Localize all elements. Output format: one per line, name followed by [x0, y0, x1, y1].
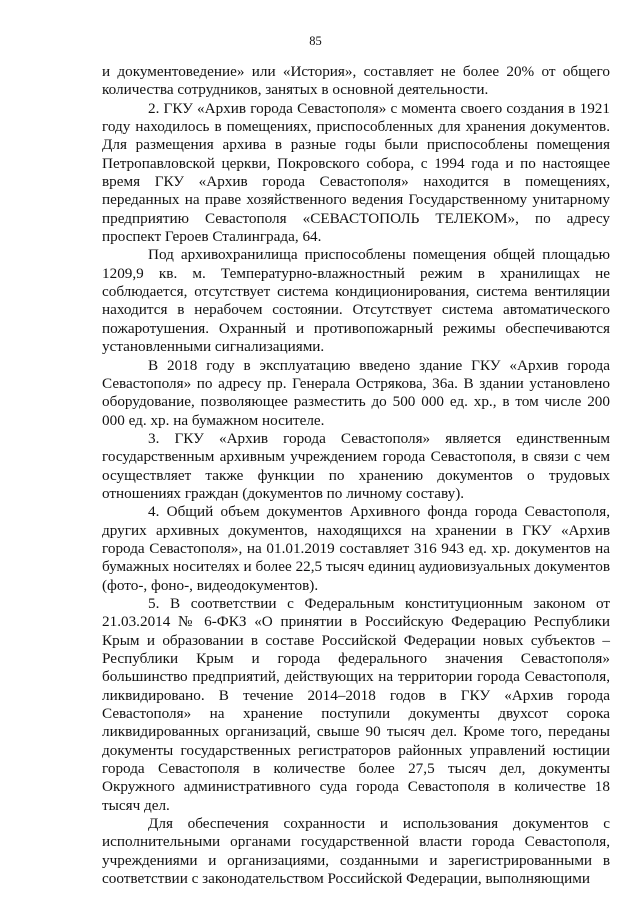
paragraph-new-building-2018: В 2018 году в эксплуатацию введено здание ГКУ «Архив города Севастополя» по адресу пр. Генерала Острякова, 36а. В здании установлено оборудование, позволяющее разместить до 500 000 ед. хр., в том числе 200 000 ед. хр. на бумажном носителе.: [102, 356, 610, 429]
page-number: 85: [309, 34, 322, 48]
paragraph-preservation-and-use: Для обеспечения сохранности и использования документов с исполнительными органами государственной власти города Севастополя, учреждениями и организациями, созданными и зарегистрированными в соответствии с законодательством Российской Федерации, выполняющими: [102, 815, 610, 888]
document-body: [102, 63, 610, 888]
paragraph-continuation: и документоведение» или «История», составляет не более 20% от общего количества сотрудников, занятых в основной деятельности.: [102, 63, 610, 99]
paragraph-item-5-federal-law: 5. В соответствии с Федеральным конституционным законом от 21.03.2014 № 6-ФКЗ «О принятии в Российскую Федерацию Республики Крым и образовании в составе Российской Федерации новых субъектов – Республики Крым и города федерального значения Севастополя» большинство предприятий, действующих на территории города Севастополя, ликвидировано. В течение 2014–2018 годов в ГКУ «Архив города Севастополя» на хранение поступили документы двухсот сорока ликвидированных организаций, свыше 90 тысяч дел. Кроме того, переданы документы государственных регистраторов районных управлений юстиции города Севастополя в количестве более 27,5 тысяч дел, документы Окружного административного суда города Севастополя в количестве 18 тысяч дел.: [102, 594, 610, 814]
paragraph-item-4-document-volume: 4. Общий объем документов Архивного фонда города Севастополя, других архивных документов, находящихся на хранении в ГКУ «Архив города Севастополя», на 01.01.2019 составляет 316 943 ед. хр. документов на бумажных носителях и более 22,5 тысяч единиц аудиовизуальных документов (фото-, фоно-, видеодокументов).: [102, 503, 610, 594]
paragraph-item-3-sole-archive: 3. ГКУ «Архив города Севастополя» является единственным государственным архивным учреждением города Севастополя, в связи с чем осуществляет также функции по хранению документов о трудовых отношениях граждан (документов по личному составу).: [102, 429, 610, 502]
paragraph-storage-area: Под архивохранилища приспособлены помещения общей площадью 1209,9 кв. м. Температурно-влажностный режим в хранилищах не соблюдается, отсутствует система кондиционирования, система вентиляции находится в нерабочем состоянии. Отсутствует система автоматического пожаротушения. Охранный и противопожарный режимы обеспечиваются установленными сигнализациями.: [102, 246, 610, 356]
paragraph-item-2-archive-premises: 2. ГКУ «Архив города Севастополя» с момента своего создания в 1921 году находилось в помещениях, приспособленных для хранения документов. Для размещения архива в разные годы были приспособлены помещения Петропавловской церкви, Покровского собора, с 1994 года и по настоящее время ГКУ «Архив города Севастополя» находится в помещениях, переданных на праве хозяйственного ведения Государственному унитарному предприятию Севастополя «СЕВАСТОПОЛЬ ТЕЛЕКОМ», по адресу проспект Героев Сталинграда, 64.: [102, 99, 610, 246]
